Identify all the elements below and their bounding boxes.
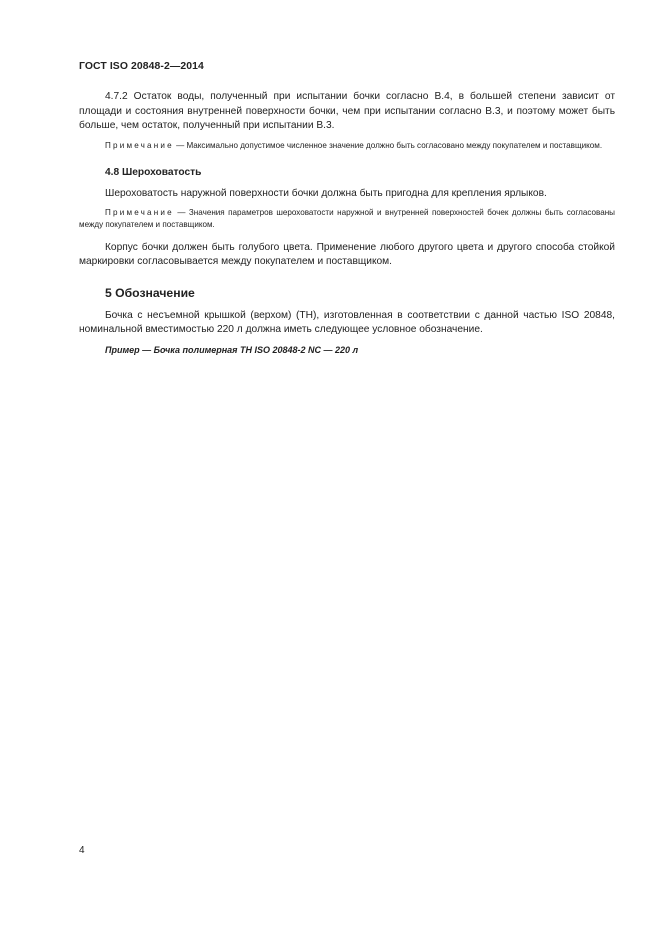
note-1-text: — Максимально допустимое численное значение должно быть согласовано между покупателем и поставщиком. <box>173 140 603 150</box>
paragraph-5: Бочка с несъемной крышкой (верхом) (TH), изготовленная в соответствии с данной частью ISO 20848, номинальной вместимостью 220 л должна иметь следующее условное обозначение. <box>79 309 615 335</box>
page-number: 4 <box>79 845 85 856</box>
note-1-label: Примечание <box>105 140 174 150</box>
paragraph-4-8-a: Шероховатость наружной поверхности бочки должна быть пригодна для крепления ярлыков. <box>105 188 547 199</box>
note-2 <box>79 207 615 232</box>
section-4-8-title: 4.8 Шероховатость <box>105 167 202 178</box>
page-content <box>79 90 615 355</box>
section-5-title: 5 Обозначение <box>105 285 195 300</box>
paragraph-4-8-b: Корпус бочки должен быть голубого цвета. Применение любого другого цвета и другого способа стойкой маркировки согласовывается между покупателем и поставщиком. <box>79 241 615 267</box>
note-2-text: — Значения параметров шероховатости наружной и внутренней поверхностей бочек должны быть согласованы между покупателем и поставщиком. <box>79 207 615 229</box>
note-1 <box>79 140 615 153</box>
paragraph-4-7-2: 4.7.2 Остаток воды, полученный при испытании бочки согласно В.4, в большей степени зависит от площади и состояния внутренней поверхности бочки, чем при испытании согласно В.3, и поэтому может быть больше, чем остаток, полученный при испытании В.3. <box>79 91 615 131</box>
document-code-header: ГОСТ ISO 20848-2—2014 <box>79 61 204 72</box>
designation-example: Пример — Бочка полимерная TH ISO 20848-2 NC — 220 л <box>105 344 359 355</box>
note-2-label: Примечание <box>105 207 174 217</box>
